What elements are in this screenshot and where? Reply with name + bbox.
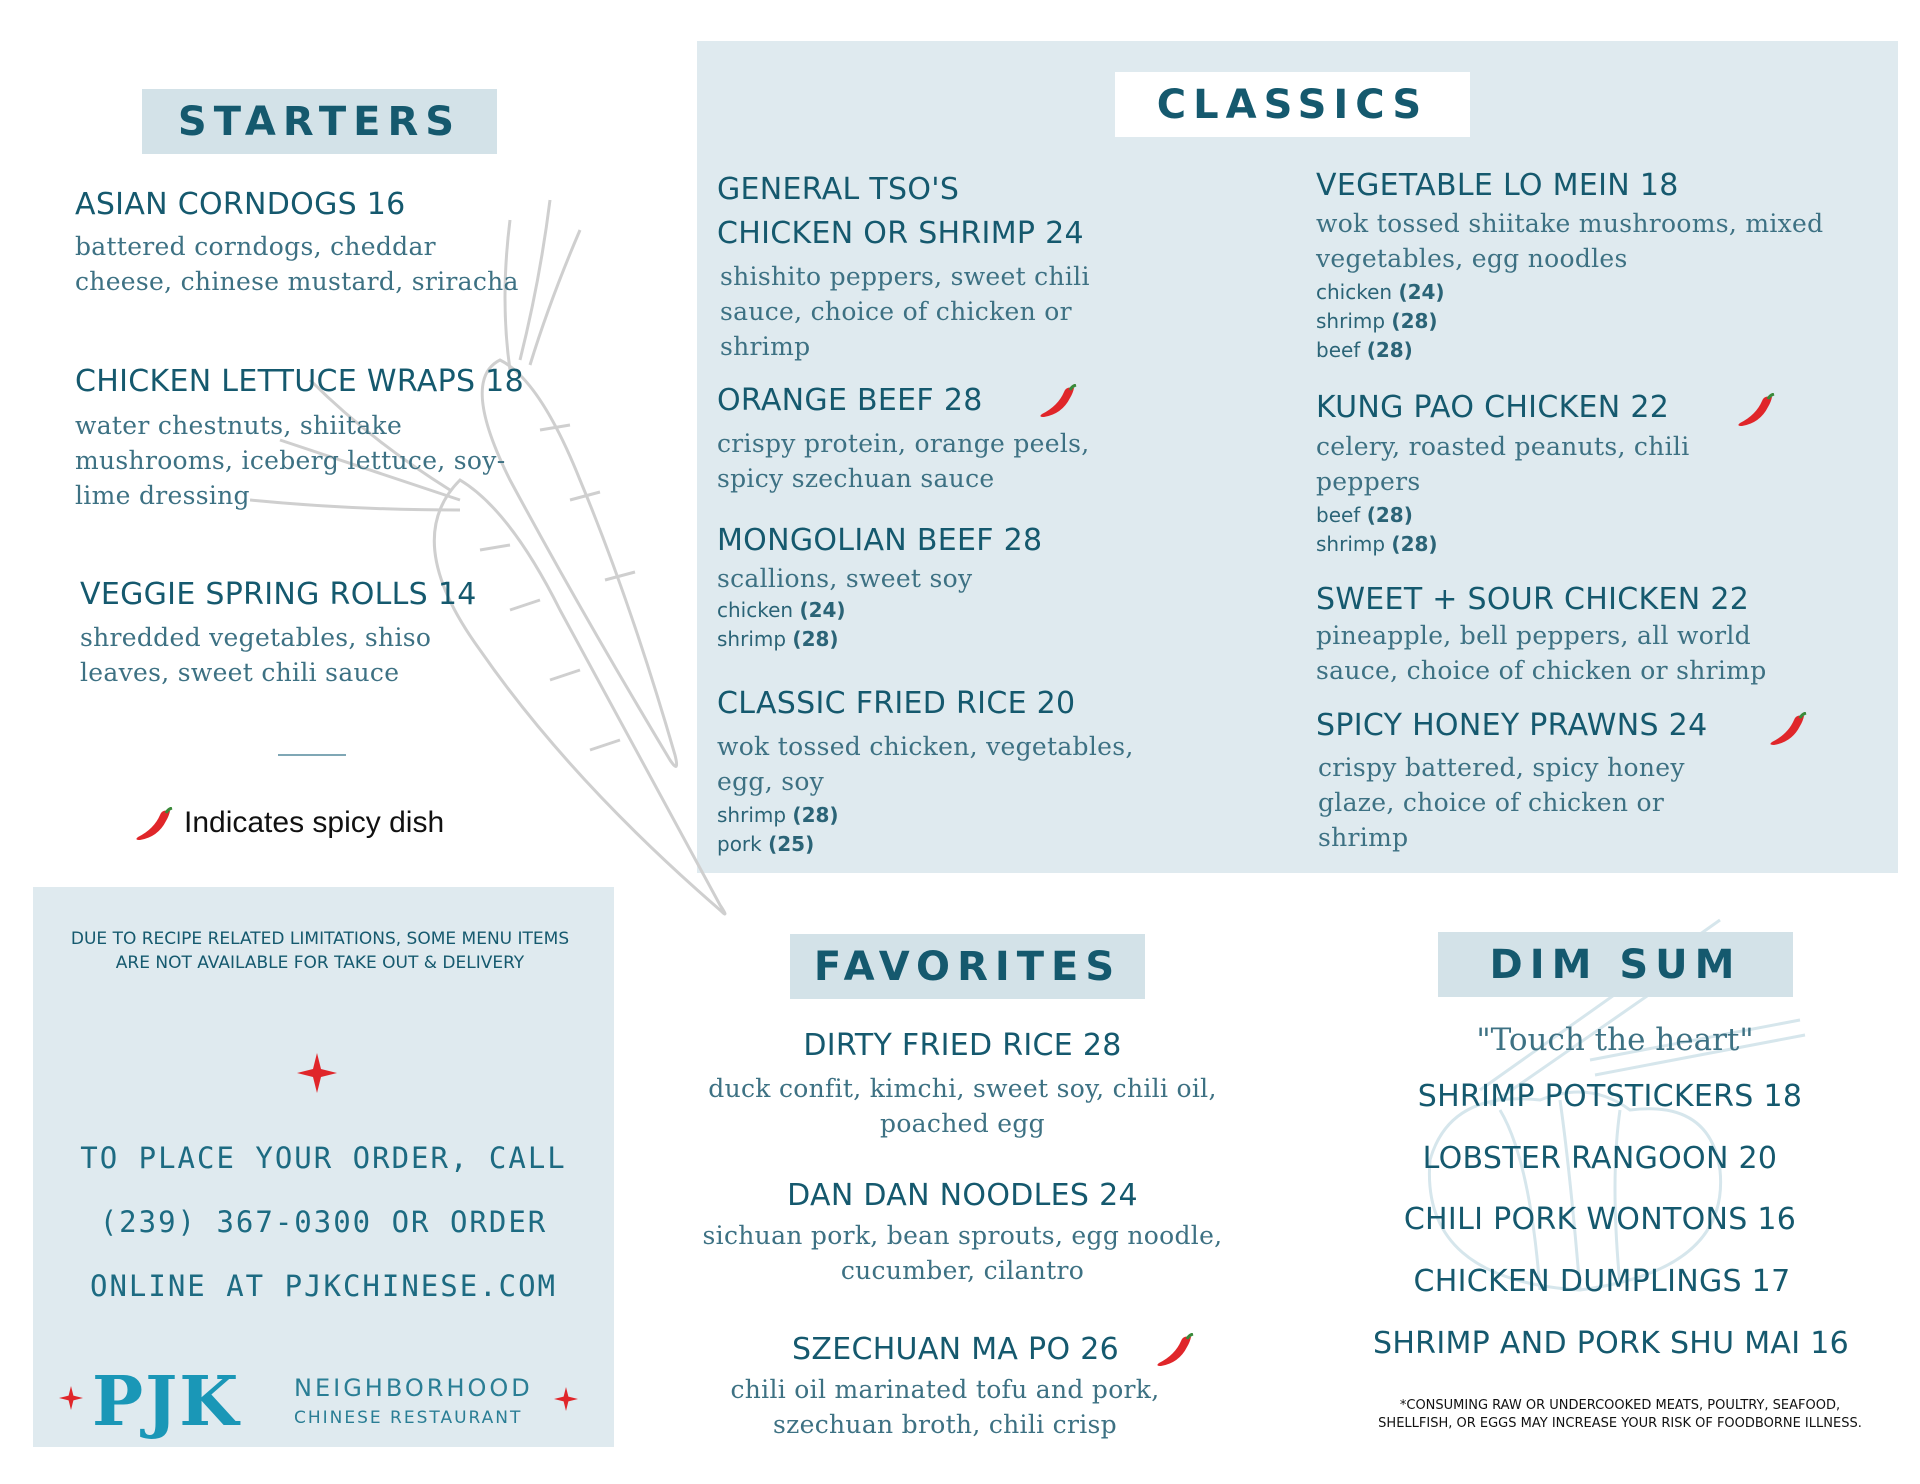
option-line xyxy=(717,830,814,859)
classic-title: CHICKEN OR SHRIMP 24 xyxy=(717,216,1084,251)
dimsum-item: CHICKEN DUMPLINGS 17 xyxy=(1413,1264,1791,1299)
option-name: chicken xyxy=(717,598,794,622)
option-line xyxy=(1316,336,1413,365)
chili-icon xyxy=(1036,384,1078,420)
sparkle-icon xyxy=(554,1387,578,1411)
classic-title: SWEET + SOUR CHICKEN 22 xyxy=(1316,582,1750,617)
dimsum-tagline: "Touch the heart" xyxy=(1476,1022,1754,1058)
divider xyxy=(278,754,346,756)
dimsum-header: DIM SUM xyxy=(1438,932,1793,997)
disclaimer: SHELLFISH, OR EGGS MAY INCREASE YOUR RISK OF FOODBORNE ILLNESS. xyxy=(1378,1416,1862,1431)
starter-title: ASIAN CORNDOGS 16 xyxy=(75,187,406,222)
option-line xyxy=(717,801,839,830)
favorite-desc: sichuan pork, bean sprouts, egg noodle, cucumber, cilantro xyxy=(702,1221,1223,1285)
takeout-notice: DUE TO RECIPE RELATED LIMITATIONS, SOME MENU ITEMS ARE NOT AVAILABLE FOR TAKE OUT & DELIVERY xyxy=(70,929,570,973)
chili-icon xyxy=(1153,1333,1195,1369)
classic-desc: crispy protein, orange peels, spicy szechuan sauce xyxy=(717,429,1090,493)
option-name: shrimp xyxy=(717,803,787,827)
option-name: beef xyxy=(1316,338,1367,362)
disclaimer: *CONSUMING RAW OR UNDERCOOKED MEATS, POULTRY, SEAFOOD, xyxy=(1399,1398,1841,1413)
option-line xyxy=(1316,530,1438,559)
option-name: chicken xyxy=(1316,280,1393,304)
favorite-title: DIRTY FRIED RICE 28 xyxy=(803,1028,1122,1063)
starters-header: STARTERS xyxy=(142,89,497,154)
option-name: pork xyxy=(717,832,762,856)
option-price: (28) xyxy=(1366,503,1413,527)
starter-title: CHICKEN LETTUCE WRAPS 18 xyxy=(75,364,524,399)
sparkle-icon xyxy=(59,1386,83,1410)
classic-desc: shishito peppers, sweet chili sauce, choice of chicken or shrimp xyxy=(720,262,1090,361)
favorite-desc: duck confit, kimchi, sweet soy, chili oil, poached egg xyxy=(708,1074,1217,1138)
classic-title: ORANGE BEEF 28 xyxy=(717,383,983,418)
option-line xyxy=(1316,307,1438,336)
option-line xyxy=(717,596,846,625)
dimsum-item: SHRIMP POTSTICKERS 18 xyxy=(1417,1079,1803,1114)
logo-mark: PJK xyxy=(92,1362,241,1442)
starter-desc: shredded vegetables, shiso leaves, sweet chili sauce xyxy=(80,623,432,687)
classic-desc: celery, roasted peanuts, chili peppers xyxy=(1316,432,1690,496)
classic-desc: wok tossed shiitake mushrooms, mixed vegetables, egg noodles xyxy=(1316,209,1824,273)
favorite-desc: chili oil marinated tofu and pork, szechuan broth, chili crisp xyxy=(730,1375,1160,1439)
classic-title: GENERAL TSO'S xyxy=(717,172,960,207)
option-name: beef xyxy=(1316,503,1361,527)
classic-desc: crispy battered, spicy honey glaze, choice of chicken or shrimp xyxy=(1318,753,1685,852)
dimsum-item: SHRIMP AND PORK SHU MAI 16 xyxy=(1372,1326,1850,1361)
option-price: (28) xyxy=(1391,309,1438,333)
order-line: ONLINE AT PJKCHINESE.COM xyxy=(89,1269,558,1303)
order-line: TO PLACE YOUR ORDER, CALL xyxy=(80,1141,567,1175)
starter-title: VEGGIE SPRING ROLLS 14 xyxy=(80,577,477,612)
classics-header: CLASSICS xyxy=(1115,72,1470,137)
logo-line: CHINESE RESTAURANT xyxy=(294,1408,523,1428)
logo-line: NEIGHBORHOOD xyxy=(294,1374,533,1402)
option-name: shrimp xyxy=(717,627,787,651)
dimsum-item: LOBSTER RANGOON 20 xyxy=(1422,1141,1778,1176)
chili-icon xyxy=(1766,712,1808,748)
option-price: (25) xyxy=(768,832,815,856)
option-price: (28) xyxy=(1366,338,1413,362)
starter-desc: water chestnuts, shiitake mushrooms, iceberg lettuce, soy-lime dressing xyxy=(75,411,506,510)
option-price: (28) xyxy=(792,803,839,827)
option-price: (28) xyxy=(1391,532,1438,556)
sparkle-icon xyxy=(297,1053,337,1093)
option-price: (24) xyxy=(799,598,846,622)
order-line: (239) 367-0300 OR ORDER xyxy=(99,1205,548,1239)
option-price: (28) xyxy=(792,627,839,651)
dimsum-item: CHILI PORK WONTONS 16 xyxy=(1403,1202,1797,1237)
classic-desc: pineapple, bell peppers, all world sauce, choice of chicken or shrimp xyxy=(1316,621,1767,685)
classic-title: KUNG PAO CHICKEN 22 xyxy=(1316,390,1670,425)
option-line xyxy=(717,625,839,654)
option-price: (24) xyxy=(1398,280,1445,304)
favorite-title: DAN DAN NOODLES 24 xyxy=(787,1178,1138,1213)
classic-title: CLASSIC FRIED RICE 20 xyxy=(717,686,1076,721)
option-name: shrimp xyxy=(1316,532,1386,556)
favorite-title: SZECHUAN MA PO 26 xyxy=(792,1332,1119,1367)
chili-icon xyxy=(132,807,174,843)
classic-title: MONGOLIAN BEEF 28 xyxy=(717,523,1043,558)
classic-title: SPICY HONEY PRAWNS 24 xyxy=(1316,708,1708,743)
spicy-legend: Indicates spicy dish xyxy=(184,806,445,839)
option-line xyxy=(1316,501,1413,530)
classic-desc: scallions, sweet soy xyxy=(717,564,973,593)
classic-desc: wok tossed chicken, vegetables, egg, soy xyxy=(717,732,1134,796)
favorites-header: FAVORITES xyxy=(790,934,1145,999)
classic-title: VEGETABLE LO MEIN 18 xyxy=(1316,168,1679,203)
starter-desc: battered corndogs, cheddar cheese, chinese mustard, sriracha xyxy=(75,232,519,296)
option-line xyxy=(1316,278,1445,307)
option-name: shrimp xyxy=(1316,309,1386,333)
chili-icon xyxy=(1734,393,1776,429)
